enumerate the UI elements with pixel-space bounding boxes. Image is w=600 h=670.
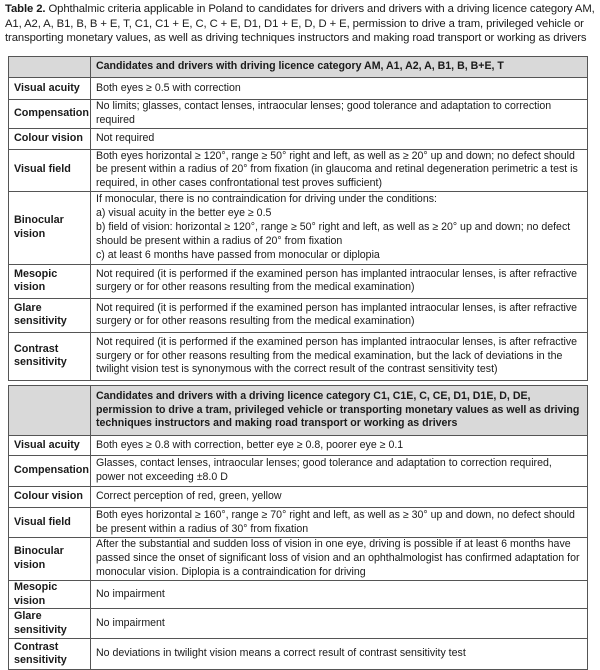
row-label: Colour vision	[9, 128, 91, 149]
row-label: Compensation	[9, 100, 91, 129]
row-value: No impairment	[91, 609, 588, 639]
table-row	[9, 78, 588, 100]
row-label: Colour vision	[9, 487, 91, 508]
row-label: Visual acuity	[9, 436, 91, 456]
row-label: Glare sensitivity	[9, 298, 91, 332]
table-header-row	[9, 57, 588, 78]
row-value: Correct perception of red, green, yellow	[91, 487, 588, 508]
row-label: Contrast sensitivity	[9, 639, 91, 670]
row-label: Visual field	[9, 149, 91, 191]
table-row	[9, 538, 588, 581]
table-row	[9, 487, 588, 508]
binocular-intro: If monocular, there is no contraindication for driving under the conditions:	[96, 193, 437, 206]
row-label: Binocular vision	[9, 538, 91, 581]
row-value: After the substantial and sudden loss of vision in one eye, driving is possible if at least 6 months have passed since the onset of significant loss of vision and an ophthalmologist has confirmed adaptation for monocular vision. Diplopia is a contraindication for driving	[91, 538, 588, 581]
criteria-table-group-1	[8, 56, 588, 381]
row-value	[91, 191, 588, 264]
row-value: Not required (it is performed if the examined person has implanted intraocular lenses, is after refractive surgery or for other reasons resulting from the medical examination, but the lack of deviations in the twilight vision test is synonymous with the correct result of the contrast sensitivity test)	[91, 332, 588, 380]
table-row	[9, 508, 588, 538]
table-row	[9, 436, 588, 456]
row-value: No deviations in twilight vision means a correct result of contrast sensitivity test	[91, 639, 588, 670]
row-value: Both eyes horizontal ≥ 120°, range ≥ 50° right and left, as well as ≥ 20° up and down; no defect should be present within a radius of 20° from fixation (in glaucoma and retinal degeneration perimetric a test is required, in other cases confrontational test proves sufficient)	[91, 149, 588, 191]
binocular-condition-c: c) at least 6 months have passed from monocular or diplopia	[96, 248, 380, 261]
row-value: Both eyes horizontal ≥ 160°, range ≥ 70° right and left, as well as ≥ 30° up and down, no defect should be present within a radius of 30° from fixation	[91, 508, 588, 538]
group-2-header: Candidates and drivers with a driving licence category C1, C1E, C, CE, D1, D1E, D, DE, permission to drive a tram, privileged vehicle or transporting monetary values as well as driving techniques instructors and making road transport or working as drivers	[91, 386, 588, 436]
row-label: Mesopic vision	[9, 581, 91, 609]
row-value: Both eyes ≥ 0.5 with correction	[91, 78, 588, 100]
group-1-header: Candidates and drivers with driving licence category AM, A1, A2, A, B1, B, B+E, T	[91, 57, 588, 78]
row-label: Visual field	[9, 508, 91, 538]
table-row	[9, 100, 588, 129]
table-row	[9, 149, 588, 191]
table-row	[9, 264, 588, 298]
table-header-row	[9, 386, 588, 436]
row-value: No limits; glasses, contact lenses, intraocular lenses; good tolerance and adaptation to correction required	[91, 100, 588, 129]
row-value: Glasses, contact lenses, intraocular lenses; good tolerance and adaptation to correction required, power not exceeding ±8.0 D	[91, 456, 588, 487]
row-label: Binocular vision	[9, 191, 91, 264]
row-label: Glare sensitivity	[9, 609, 91, 639]
header-empty-cell	[9, 386, 91, 436]
table-row	[9, 128, 588, 149]
table-row	[9, 332, 588, 380]
header-empty-cell	[9, 57, 91, 78]
table-row	[9, 609, 588, 639]
row-label: Visual acuity	[9, 78, 91, 100]
row-value: Not required (it is performed if the examined person has implanted intraocular lenses, is after refractive surgery or for other reasons resulting from the medical examination)	[91, 264, 588, 298]
caption-text: Ophthalmic criteria applicable in Poland to candidates for drivers and drivers with a driving licence category AM, A1, A2, A, B1, B, B + E, T, C1, C1 + E, C, C + E, D1, D1 + E, D, D + E, permission to drive a tram, privileged vehicle or transporting monetary values, as well as driving techniques instructors and making road transport or working as drivers	[5, 3, 595, 45]
binocular-condition-a: a) visual acuity in the better eye ≥ 0.5	[96, 207, 272, 220]
row-label: Contrast sensitivity	[9, 332, 91, 380]
row-value: Not required	[91, 128, 588, 149]
row-value: Both eyes ≥ 0.8 with correction, better eye ≥ 0.8, poorer eye ≥ 0.1	[91, 436, 588, 456]
table-row	[9, 191, 588, 264]
row-value: No impairment	[91, 581, 588, 609]
row-label: Mesopic vision	[9, 264, 91, 298]
row-value: Not required (it is performed if the examined person has implanted intraocular lenses, is after refractive surgery or for other reasons resulting from the medical examination)	[91, 298, 588, 332]
table-row	[9, 639, 588, 670]
table-row	[9, 581, 588, 609]
table-row	[9, 456, 588, 487]
criteria-table-group-2	[8, 385, 588, 670]
table-row	[9, 298, 588, 332]
row-label: Compensation	[9, 456, 91, 487]
caption-label: Table 2.	[5, 3, 46, 15]
table-caption	[5, 2, 595, 46]
binocular-condition-b: b) field of vision: horizontal ≥ 120°, range ≥ 50° right and left, as well as ≥ 20° up and down; no defect should be present within a radius of 20° from fixation	[96, 221, 571, 247]
